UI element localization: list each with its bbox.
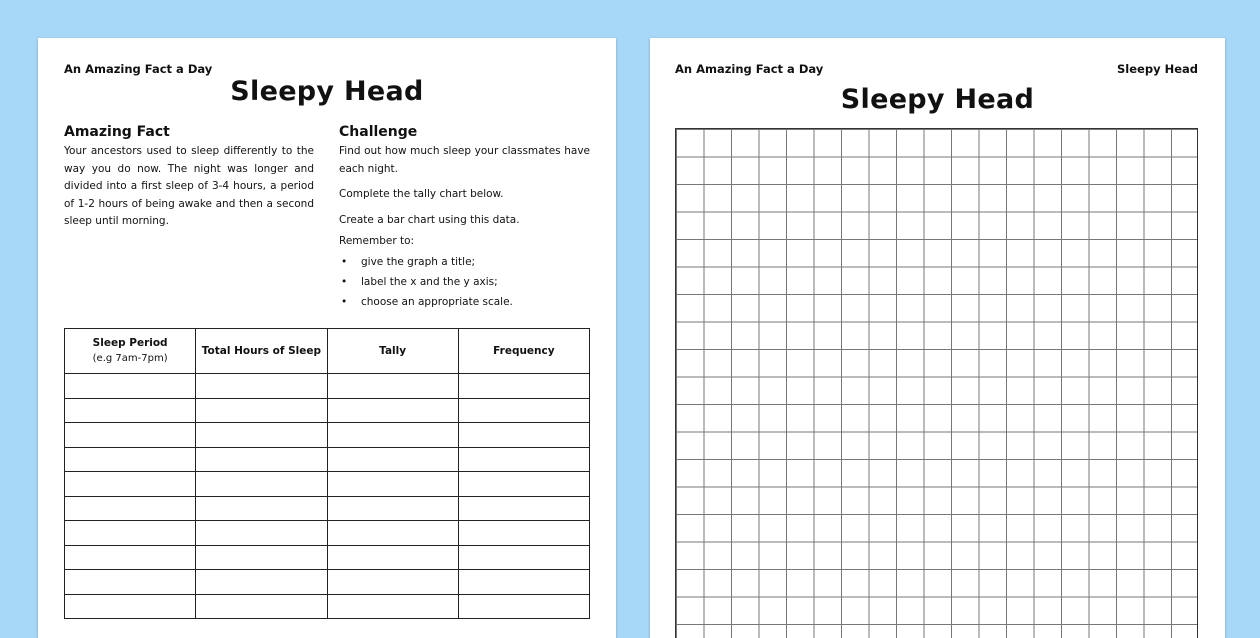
table-row [65,545,590,570]
table-cell[interactable] [327,496,458,521]
graph-paper-grid[interactable] [675,128,1198,638]
page-title: Sleepy Head [840,84,1035,115]
table-cell[interactable] [196,521,327,546]
challenge-text-1: Find out how much sleep your classmates have each night. [339,145,590,175]
table-cell[interactable] [458,496,589,521]
table-cell[interactable] [327,594,458,619]
column-header-label: Sleep Period [92,337,168,349]
column-header-sleep-period [65,329,196,374]
table-cell[interactable] [327,570,458,595]
table-cell[interactable] [327,423,458,448]
table-cell[interactable] [458,521,589,546]
reminder-item: • give the graph a title; [339,252,590,272]
column-header-tally: Tally [327,329,458,374]
table-cell[interactable] [65,570,196,595]
table-row [65,447,590,472]
series-label: An Amazing Fact a Day [675,62,824,76]
table-cell[interactable] [196,496,327,521]
table-row [65,423,590,448]
table-cell[interactable] [458,594,589,619]
table-cell[interactable] [65,521,196,546]
fact-heading: Amazing Fact [64,124,170,140]
challenge-heading: Challenge [339,124,418,140]
table-cell[interactable] [458,447,589,472]
table-cell[interactable] [327,472,458,497]
column-header-total-hours: Total Hours of Sleep [196,329,327,374]
table-cell[interactable] [196,545,327,570]
table-cell[interactable] [458,570,589,595]
worksheet-page-right [650,38,1225,638]
table-cell[interactable] [327,447,458,472]
table-cell[interactable] [327,398,458,423]
table-cell[interactable] [65,447,196,472]
table-row [65,472,590,497]
table-row [65,496,590,521]
table-cell[interactable] [458,398,589,423]
table-cell[interactable] [65,398,196,423]
table-cell[interactable] [458,472,589,497]
series-label: An Amazing Fact a Day [64,62,213,76]
topic-label: Sleepy Head [1117,62,1198,76]
table-cell[interactable] [327,521,458,546]
challenge-text-2: Complete the tally chart below. [339,188,504,200]
table-row [65,521,590,546]
table-cell[interactable] [196,570,327,595]
table-cell[interactable] [327,545,458,570]
page-title: Sleepy Head [230,76,424,107]
table-cell[interactable] [458,545,589,570]
table-cell[interactable] [196,423,327,448]
table-cell[interactable] [65,545,196,570]
table-row [65,374,590,399]
table-cell[interactable] [196,374,327,399]
table-row [65,570,590,595]
table-cell[interactable] [65,472,196,497]
table-cell[interactable] [65,423,196,448]
reminder-item: • label the x and the y axis; [339,272,590,292]
table-cell[interactable] [458,374,589,399]
table-cell[interactable] [65,374,196,399]
remember-label: Remember to: [339,235,415,247]
table-row [65,594,590,619]
fact-text: Your ancestors used to sleep differently to the way you do now. The night was longer and divided into a first sleep of 3-4 hours, a period of 1-2 hours of being awake and then a second sleep until morning. [64,145,314,227]
table-row [65,398,590,423]
table-cell[interactable] [196,398,327,423]
table-cell[interactable] [196,472,327,497]
worksheet-page-left [38,38,616,638]
reminder-list [339,252,590,312]
table-cell[interactable] [196,447,327,472]
reminder-item: • choose an appropriate scale. [339,292,590,312]
table-cell[interactable] [65,594,196,619]
tally-table [64,328,590,619]
table-cell[interactable] [196,594,327,619]
challenge-text-3: Create a bar chart using this data. [339,214,520,226]
table-cell[interactable] [458,423,589,448]
column-header-example: (e.g 7am-7pm) [92,353,168,364]
table-cell[interactable] [65,496,196,521]
column-header-frequency: Frequency [458,329,589,374]
table-cell[interactable] [327,374,458,399]
